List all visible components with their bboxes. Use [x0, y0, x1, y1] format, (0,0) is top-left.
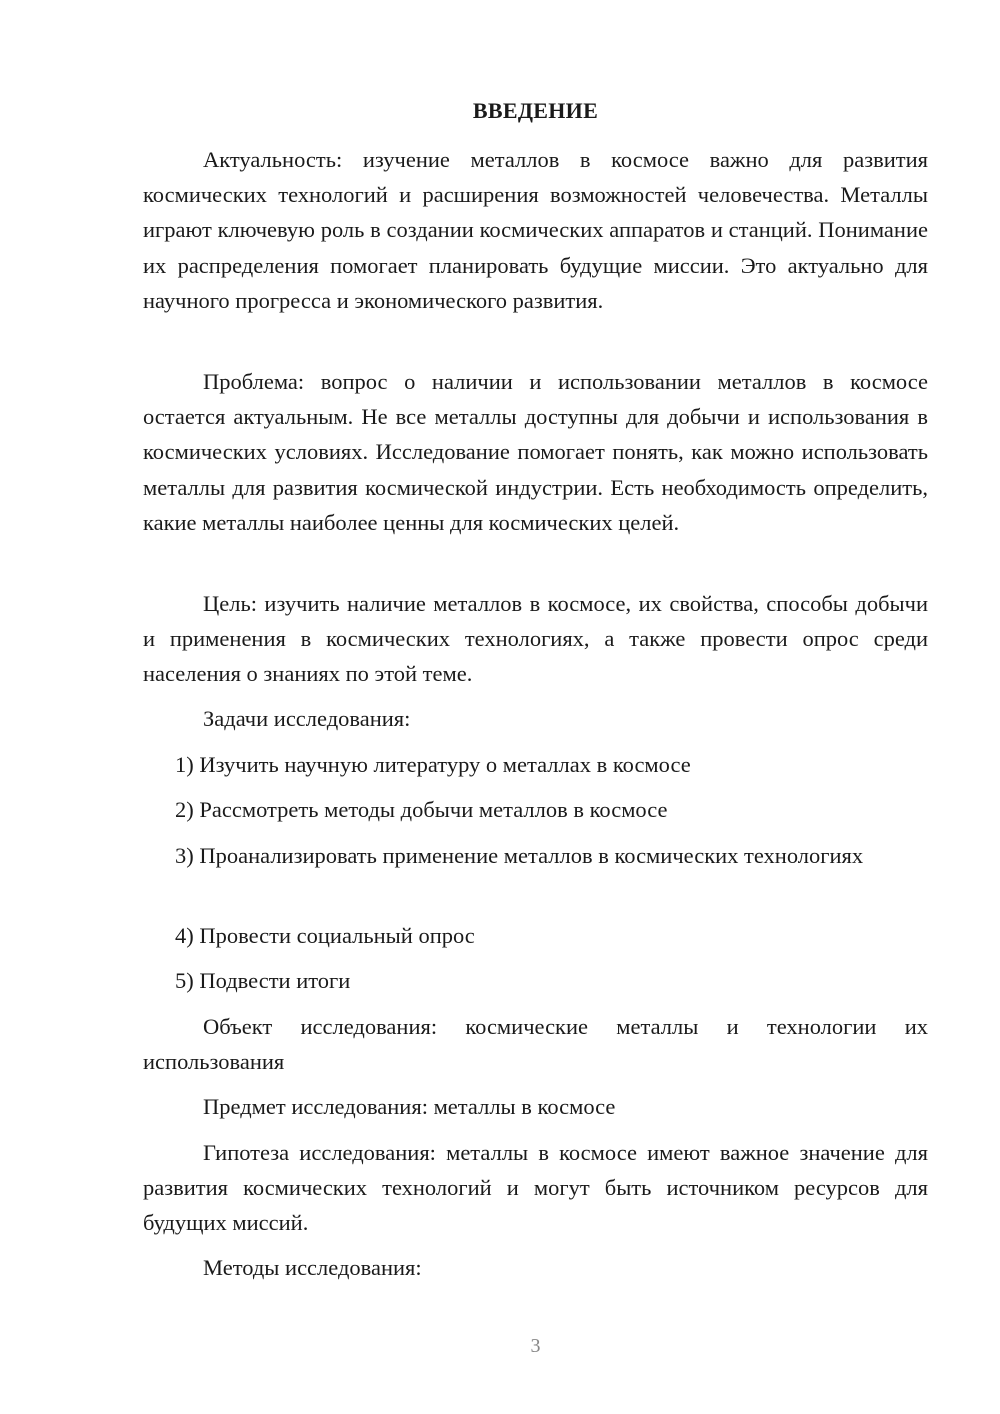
task-item: 5) Подвести итоги [175, 968, 351, 993]
task-item: 4) Провести социальный опрос [175, 923, 475, 948]
task-item: 1) Изучить научную литературу о металлах в космосе [175, 752, 691, 777]
subject-paragraph: Предмет исследования: металлы в космосе [203, 1094, 616, 1119]
document-page [143, 0, 928, 1414]
page-number: 3 [530, 1335, 541, 1357]
page-title: ВВЕДЕНИЕ [472, 98, 599, 123]
goal-paragraph: Цель: изучить наличие металлов в космосе, их свойства, способы добычи и применения в космических технологиях, а также провести опрос среди населения о знаниях по этой теме. [143, 591, 928, 687]
tasks-heading: Задачи исследования: [203, 706, 411, 731]
object-paragraph: Объект исследования: космические металлы и технологии их использования [143, 1014, 928, 1075]
task-item: 3) Проанализировать применение металлов в космических технологиях [175, 843, 864, 868]
relevance-paragraph: Актуальность: изучение металлов в космосе важно для развития космических технологий и расширения возможностей человечества. Металлы играют ключевую роль в создании космических аппаратов и станций. Понимание их распределения помогает планировать будущие миссии. Это актуально для научного прогресса и экономического развития. [143, 147, 928, 313]
hypothesis-paragraph: Гипотеза исследования: металлы в космосе имеют важное значение для развития космических технологий и могут быть источником ресурсов для будущих миссий. [143, 1140, 928, 1236]
methods-heading: Методы исследования: [203, 1255, 422, 1280]
problem-paragraph: Проблема: вопрос о наличии и использовании металлов в космосе остается актуальным. Не все металлы доступны для добычи и использования в космических условиях. Исследование помогает понять, как можно использовать металлы для развития космической индустрии. Есть необходимость определить, какие металлы наиболее ценны для космических целей. [143, 369, 928, 535]
task-item: 2) Рассмотреть методы добычи металлов в космосе [175, 797, 668, 822]
